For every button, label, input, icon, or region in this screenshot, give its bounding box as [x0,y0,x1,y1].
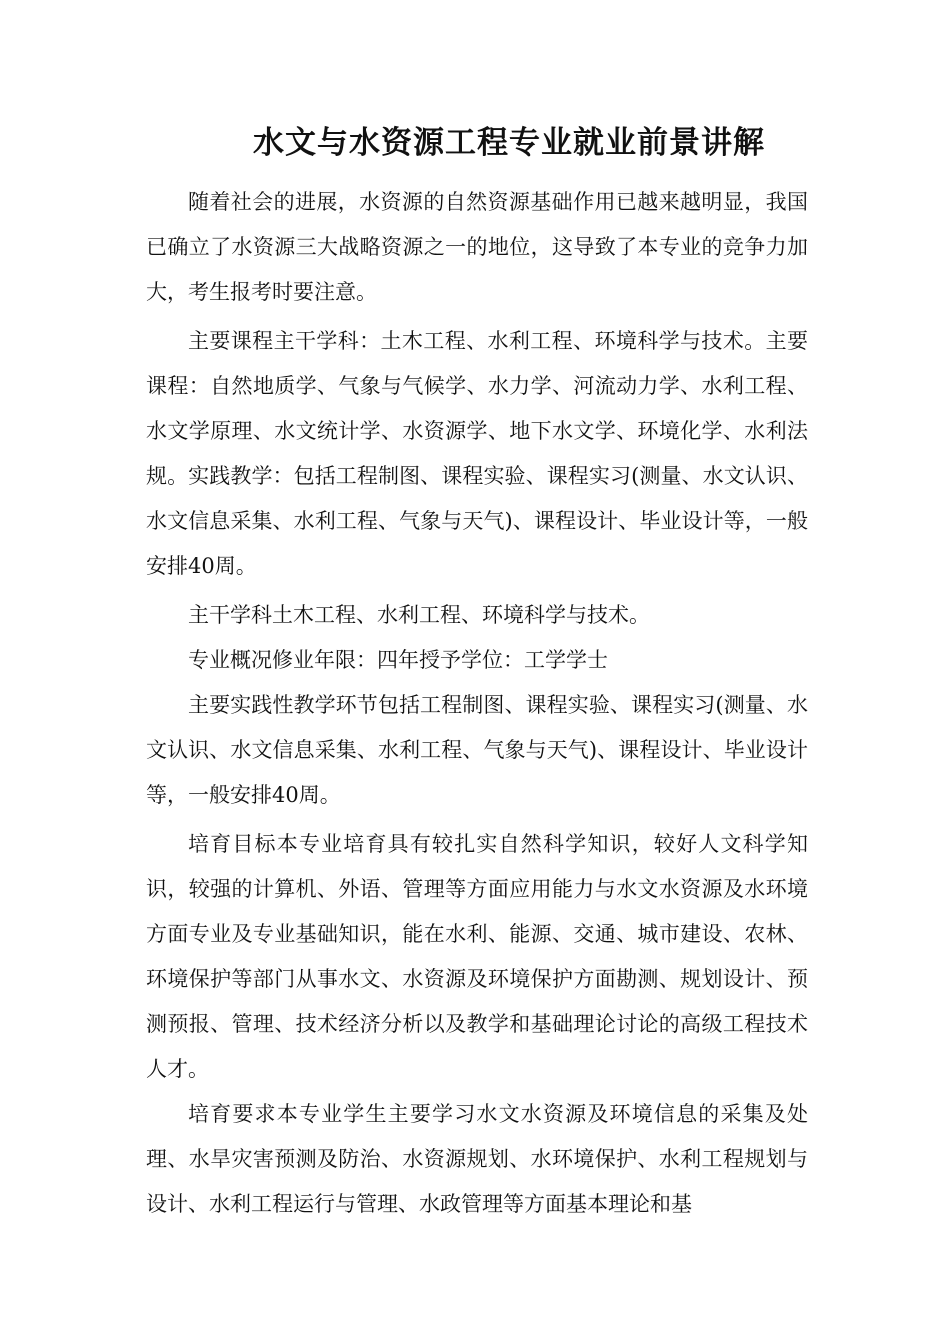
document-title: 水文与水资源工程专业就业前景讲解 [253,125,765,161]
paragraph-courses: 主要课程主干学科：土木工程、水利工程、环境科学与技术。主要课程：自然地质学、气象与气候学、水力学、河流动力学、水利工程、水文学原理、水文统计学、水资源学、地下水文学、环境化学、水利法规。实践教学：包括工程制图、课程实验、课程实习(测量、水文认识、水文信息采集、水利工程、气象与天气)、课程设计、毕业设计等，一般安排40周。 [146,329,808,578]
paragraph-training-requirement: 培育要求本专业学生主要学习水文水资源及环境信息的采集及处理、水旱灾害预测及防治、水资源规划、水环境保护、水利工程规划与设计、水利工程运行与管理、水政管理等方面基本理论和基 [146,1102,808,1216]
paragraph-intro: 随着社会的进展，水资源的自然资源基础作用已越来越明显，我国已确立了水资源三大战略资源之一的地位，这导致了本专业的竞争力加大，考生报考时要注意。 [146,190,808,304]
paragraph-training-goal: 培育目标本专业培育具有较扎实自然科学知识，较好人文科学知识，较强的计算机、外语、管理等方面应用能力与水文水资源及水环境方面专业及专业基础知识，能在水利、能源、交通、城市建设、农林、环境保护等部门从事水文、水资源及环境保护方面勘测、规划设计、预测预报、管理、技术经济分析以及教学和基础理论讨论的高级工程技术人才。 [146,832,808,1081]
paragraph-main-disciplines: 主干学科土木工程、水利工程、环境科学与技术。 [188,603,650,627]
paragraph-practice: 主要实践性教学环节包括工程制图、课程实验、课程实习(测量、水文认识、水文信息采集、水利工程、气象与天气)、课程设计、毕业设计等，一般安排40周。 [146,693,808,807]
document-body [146,180,808,1227]
paragraph-overview: 专业概况修业年限：四年授予学位：工学学士 [188,648,608,672]
